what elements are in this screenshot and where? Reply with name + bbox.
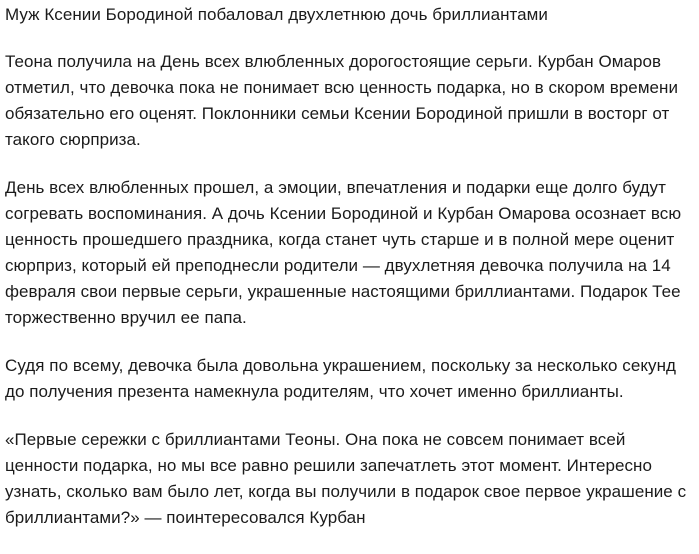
article-title: Муж Ксении Бородиной побаловал двухлетнюю дочь бриллиантами xyxy=(5,5,548,24)
article-paragraph-4: «Первые сережки с бриллиантами Теоны. Она пока не совсем понимает всей ценности подарка, но мы все равно решили запечатлеть этот момент. Интересно узнать, сколько вам было лет, когда вы получили в подарок свое первое украшение с бриллиантами?» — поинтересовался Курбан xyxy=(5,430,687,527)
article-paragraph-1: Теона получила на День всех влюбленных дорогостоящие серьги. Курбан Омаров отметил, что девочка пока не понимает всю ценность подарка, но в скором времени обязательно его оценят. Поклонники семьи Ксении Бородиной пришли в восторг от такого сюрприза. xyxy=(5,52,679,149)
article-paragraph-3: Судя по всему, девочка была довольна украшением, поскольку за несколько секунд до получения презента намекнула родителям, что хочет именно бриллианты. xyxy=(5,356,676,401)
article-paragraph-2: День всех влюбленных прошел, а эмоции, впечатления и подарки еще долго будут согревать воспоминания. А дочь Ксении Бородиной и Курбан Омарова осознает всю ценность прошедшего праздника, когда станет чуть старше и в полной мере оценит сюрприз, который ей преподнесли родители — двухлетняя девочка получила на 14 февраля свои первые серьги, украшенные настоящими бриллиантами. Подарок Тее торжественно вручил ее папа. xyxy=(5,178,682,327)
